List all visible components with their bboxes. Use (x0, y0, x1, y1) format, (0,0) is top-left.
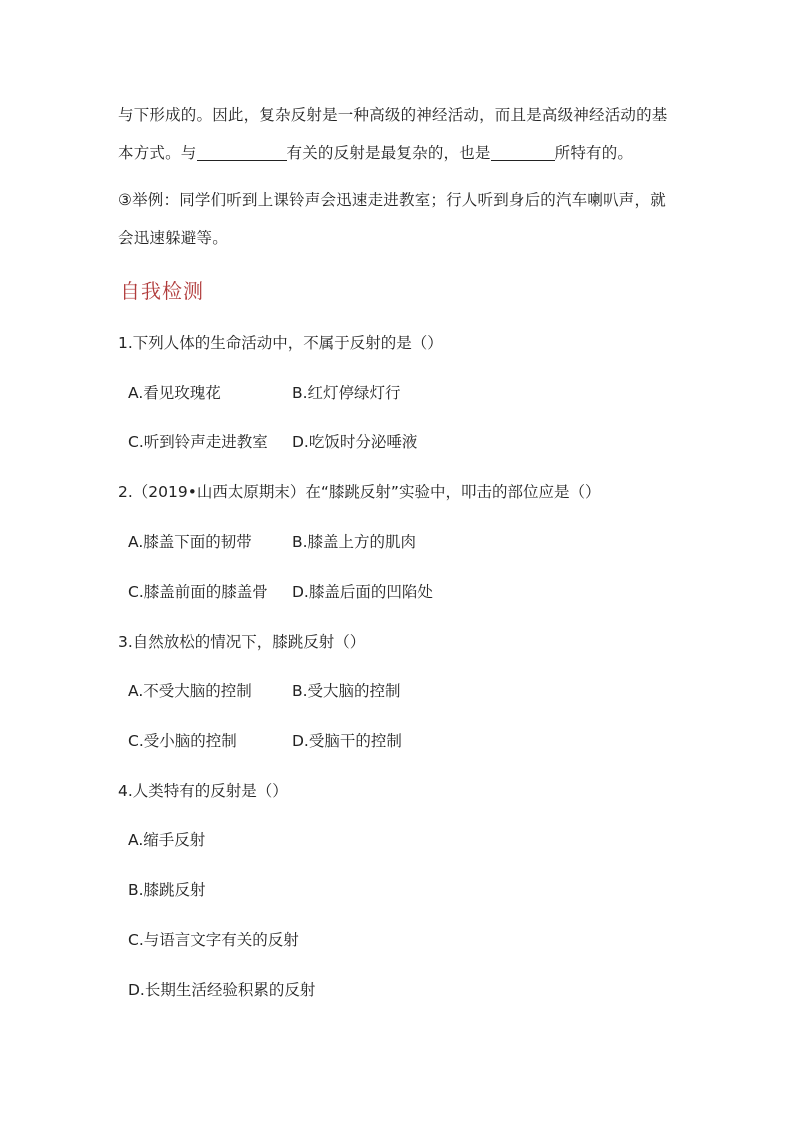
example-line-1: ③举例：同学们听到上课铃声会迅速走进教室；行人听到身后的汽车喇叭声，就 (118, 191, 666, 209)
question-1-option-d[interactable]: D.吃饭时分泌唾液 (292, 433, 418, 451)
question-2: 2.（2019•山西太原期末）在“膝跳反射”实验中，叩击的部位应是（） (118, 483, 601, 501)
intro-line-2-part-3: 所特有的。 (554, 144, 634, 162)
example-line-2: 会迅速躲避等。 (118, 229, 228, 247)
question-3-option-a[interactable]: A.不受大脑的控制 (128, 682, 252, 700)
question-4-option-b[interactable]: B.膝跳反射 (128, 881, 206, 899)
question-3-option-b[interactable]: B.受大脑的控制 (292, 682, 401, 700)
question-1: 1.下列人体的生命活动中，不属于反射的是（） (118, 334, 443, 352)
question-1-option-b[interactable]: B.红灯停绿灯行 (292, 384, 401, 402)
intro-paragraph (118, 96, 678, 172)
question-1-option-a[interactable]: A.看见玫瑰花 (128, 384, 221, 402)
question-4: 4.人类特有的反射是（） (118, 782, 288, 800)
question-3-option-c[interactable]: C.受小脑的控制 (128, 732, 237, 750)
intro-line-2-part-1: 本方式。与 (118, 144, 197, 162)
question-2-option-d[interactable]: D.膝盖后面的凹陷处 (292, 583, 433, 601)
question-4-option-c[interactable]: C.与语言文字有关的反射 (128, 931, 299, 949)
fill-in-blank-1[interactable] (197, 142, 287, 161)
intro-line-1: 与下形成的。因此，复杂反射是一种高级的神经活动，而且是高级神经活动的基 (118, 106, 668, 124)
question-2-option-c[interactable]: C.膝盖前面的膝盖骨 (128, 583, 268, 601)
question-4-option-a[interactable]: A.缩手反射 (128, 831, 206, 849)
section-title: 自我检测 (120, 279, 204, 303)
example-paragraph (118, 181, 678, 257)
question-4-option-d[interactable]: D.长期生活经验积累的反射 (128, 981, 316, 999)
question-3: 3.自然放松的情况下，膝跳反射（） (118, 633, 366, 651)
question-3-option-d[interactable]: D.受脑干的控制 (292, 732, 402, 750)
question-2-option-b[interactable]: B.膝盖上方的肌肉 (292, 533, 417, 551)
intro-line-2 (118, 134, 678, 172)
question-2-option-a[interactable]: A.膝盖下面的韧带 (128, 533, 252, 551)
fill-in-blank-2[interactable] (491, 142, 555, 161)
question-1-option-c[interactable]: C.听到铃声走进教室 (128, 433, 268, 451)
intro-line-2-part-2: 有关的反射是最复杂的，也是 (286, 144, 491, 162)
